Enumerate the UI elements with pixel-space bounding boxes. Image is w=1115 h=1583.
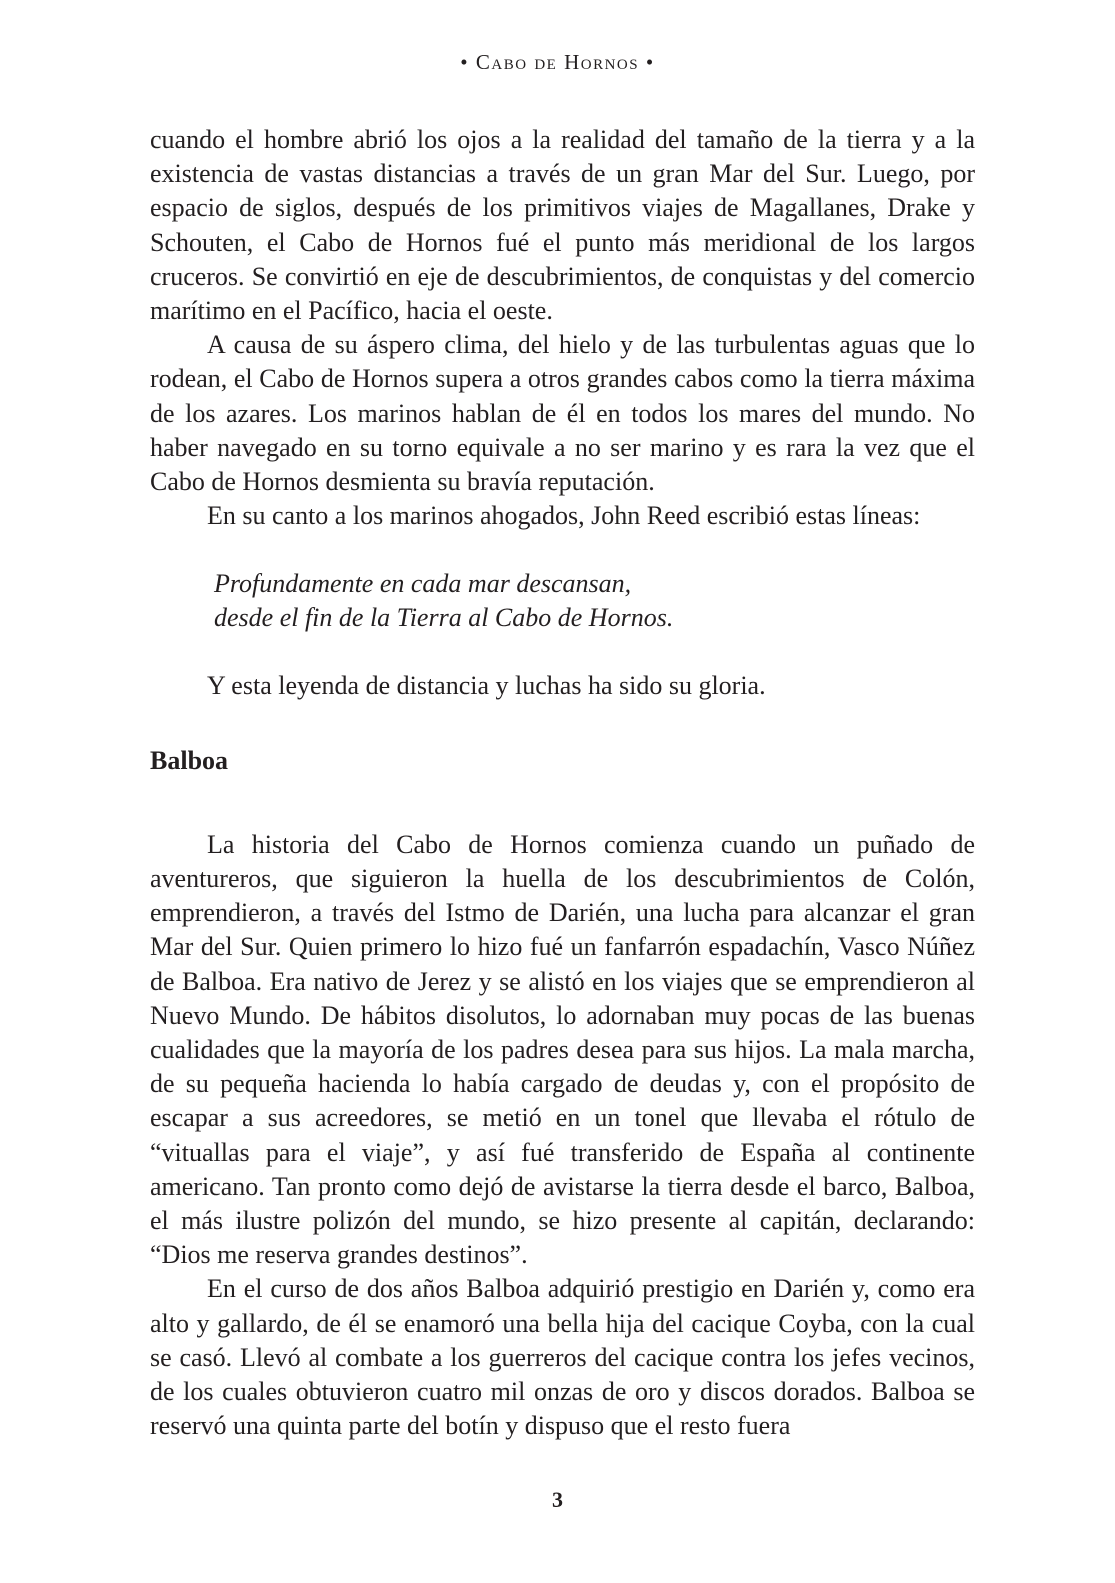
text-block (150, 123, 975, 1444)
section-heading: Balboa (150, 745, 229, 775)
paragraph-continuation: cuando el hombre abrió los ojos a la realidad del tamaño de la tierra y a la existencia de vastas distancias a través de un gran Mar del Sur. Luego, por espacio de siglos, después de los primitivos viajes de Magallanes, Drake y Schouten, el Cabo de Hornos fué el punto más meridional de los largos cruceros. Se convirtió en eje de descubrimientos, de conquistas y del comercio marítimo en el Pacífico, hacia el oeste. (150, 125, 975, 326)
paragraph-balboa-darien: En el curso de dos años Balboa adquirió prestigio en Darién y, como era alto y gallardo, de él se enamoró una bella hija del cacique Coyba, con la cual se casó. Llevó al combate a los guerreros del cacique contra los jefes vecinos, de los cuales obtuvieron cuatro mil onzas de oro y discos dorados. Balboa se reservó una quinta parte del botín y dispuso que el resto fuera (150, 1274, 975, 1441)
verse-quote (214, 567, 975, 635)
paragraph-cape-reputation: A causa de su áspero clima, del hielo y de las turbulentas aguas que lo rodean, el Cabo de Hornos supera a otros grandes cabos como la tierra máxima de los azares. Los marinos hablan de él en todos los mares del mundo. No haber navegado en su torno equivale a no ser marino y es rara la vez que el Cabo de Hornos desmienta su bravía reputación. (150, 330, 975, 497)
page-number: 3 (552, 1487, 563, 1512)
verse-line: Profundamente en cada mar descansan, (214, 569, 632, 599)
paragraph-john-reed-intro: En su canto a los marinos ahogados, John Reed escribió estas líneas: (207, 501, 921, 531)
verse-line: desde el fin de la Tierra al Cabo de Hornos. (214, 603, 674, 633)
running-head: • Cabo de Hornos • (460, 50, 655, 74)
paragraph-legend: Y esta leyenda de distancia y luchas ha sido su gloria. (207, 671, 766, 701)
paragraph-balboa-history: La historia del Cabo de Hornos comienza cuando un puñado de aventureros, que siguieron la huella de los descubrimientos de Colón, emprendieron, a través del Istmo de Darién, una lucha para alcanzar el gran Mar del Sur. Quien primero lo hizo fué un fanfarrón espadachín, Vasco Núñez de Balboa. Era nativo de Jerez y se alistó en los viajes que se emprendieron al Nuevo Mundo. De hábitos disolutos, lo adornaban muy pocas de las buenas cualidades que la mayoría de los padres desea para sus hijos. La mala marcha, de su pequeña hacienda lo había cargado de deudas y, con el propósito de escapar a sus acreedores, se metió en un tonel que llevaba el rótulo de “vituallas para el viaje”, y así fué transferido de España al continente americano. Tan pronto como dejó de avistarse la tierra desde el barco, Balboa, el más ilustre polizón del mundo, se hizo presente al capitán, declarando: “Dios me reserva grandes destinos”. (150, 829, 975, 1270)
